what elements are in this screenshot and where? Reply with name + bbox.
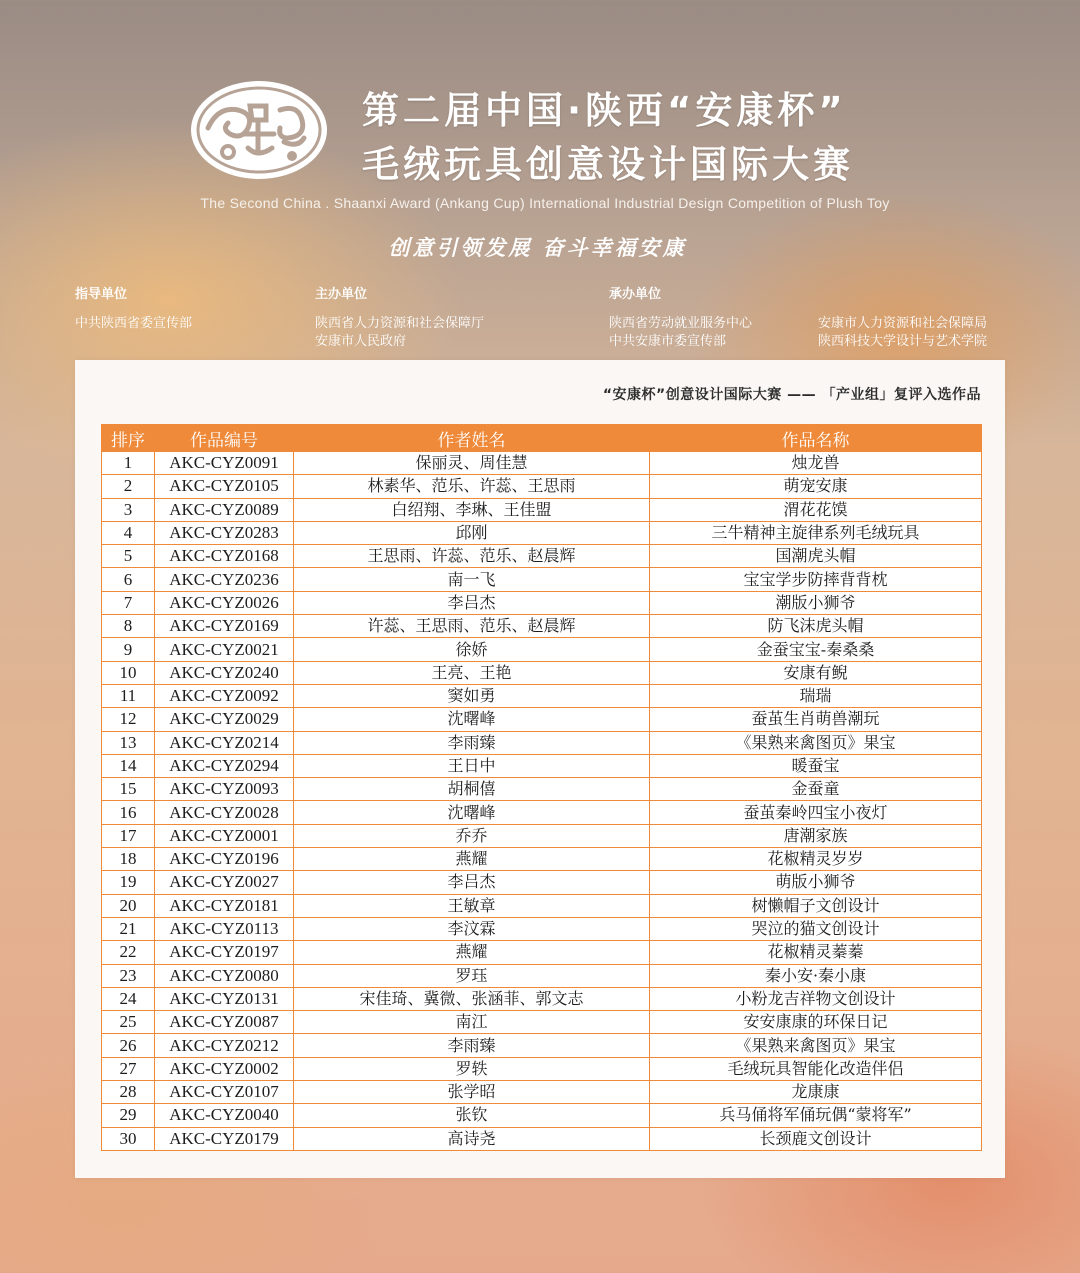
table-row xyxy=(102,661,982,684)
table-row xyxy=(102,871,982,894)
code-cell: AKC-CYZ0169 xyxy=(155,615,294,638)
work-name-cell: 暖蚕宝 xyxy=(650,754,982,777)
table-row xyxy=(102,964,982,987)
work-name-cell: 唐潮家族 xyxy=(650,824,982,847)
author-cell: 窦如勇 xyxy=(294,684,650,707)
author-cell: 王亮、王艳 xyxy=(294,661,650,684)
author-cell: 南一飞 xyxy=(294,568,650,591)
author-cell: 高诗尧 xyxy=(294,1127,650,1150)
code-cell: AKC-CYZ0087 xyxy=(155,1011,294,1034)
header-author: 作者姓名 xyxy=(294,425,650,452)
undertake-unit-name-2: 中共安康市委宣传部 xyxy=(609,334,727,349)
rank-cell: 5 xyxy=(102,545,155,568)
header-code: 作品编号 xyxy=(155,425,294,452)
code-cell: AKC-CYZ0028 xyxy=(155,801,294,824)
slogan: 创意引领发展 奋斗幸福安康 xyxy=(388,235,687,260)
author-cell: 沈曙峰 xyxy=(294,708,650,731)
table-row xyxy=(102,1011,982,1034)
work-name-cell: 金蚕宝宝-秦桑桑 xyxy=(650,638,982,661)
page-title-line2: 毛绒玩具创意设计国际大赛 xyxy=(362,143,854,186)
author-cell: 王思雨、许蕊、范乐、赵晨辉 xyxy=(294,545,650,568)
code-cell: AKC-CYZ0113 xyxy=(155,917,294,940)
rank-cell: 18 xyxy=(102,848,155,871)
work-name-cell: 蚕茧秦岭四宝小夜灯 xyxy=(650,801,982,824)
rank-cell: 20 xyxy=(102,894,155,917)
author-cell: 李吕杰 xyxy=(294,871,650,894)
author-cell: 王日中 xyxy=(294,754,650,777)
table-row xyxy=(102,731,982,754)
table-row xyxy=(102,568,982,591)
table-row xyxy=(102,801,982,824)
author-cell: 燕耀 xyxy=(294,941,650,964)
author-cell: 白绍翔、李琳、王佳盟 xyxy=(294,498,650,521)
work-name-cell: 小粉龙吉祥物文创设计 xyxy=(650,987,982,1010)
table-row xyxy=(102,754,982,777)
rank-cell: 26 xyxy=(102,1034,155,1057)
rank-cell: 2 xyxy=(102,475,155,498)
panel-caption: “安康杯”创意设计国际大赛 —— 「产业组」复评入选作品 xyxy=(602,387,981,403)
work-name-cell: 萌版小狮爷 xyxy=(650,871,982,894)
author-cell: 徐娇 xyxy=(294,638,650,661)
header xyxy=(0,0,1080,360)
table-row xyxy=(102,1057,982,1080)
rank-cell: 22 xyxy=(102,941,155,964)
rank-cell: 17 xyxy=(102,824,155,847)
author-cell: 李雨臻 xyxy=(294,731,650,754)
code-cell: AKC-CYZ0092 xyxy=(155,684,294,707)
work-name-cell: 安康有鲵 xyxy=(650,661,982,684)
code-cell: AKC-CYZ0021 xyxy=(155,638,294,661)
code-cell: AKC-CYZ0027 xyxy=(155,871,294,894)
rank-cell: 7 xyxy=(102,591,155,614)
author-cell: 乔乔 xyxy=(294,824,650,847)
work-name-cell: 瑞瑞 xyxy=(650,684,982,707)
rank-cell: 10 xyxy=(102,661,155,684)
code-cell: AKC-CYZ0002 xyxy=(155,1057,294,1080)
work-name-cell: 国潮虎头帽 xyxy=(650,545,982,568)
english-subtitle: The Second China . Shaanxi Award (Ankang Cup) International Industrial Design Competition of Plush Toy xyxy=(200,195,890,211)
author-cell: 李雨臻 xyxy=(294,1034,650,1057)
rank-cell: 13 xyxy=(102,731,155,754)
author-cell: 李吕杰 xyxy=(294,591,650,614)
code-cell: AKC-CYZ0089 xyxy=(155,498,294,521)
work-name-cell: 花椒精灵岁岁 xyxy=(650,848,982,871)
author-cell: 燕耀 xyxy=(294,848,650,871)
author-cell: 张钦 xyxy=(294,1104,650,1127)
table-row xyxy=(102,917,982,940)
guide-unit-label: 指导单位 xyxy=(75,287,128,302)
table-row xyxy=(102,1104,982,1127)
work-name-cell: 《果熟来禽图页》果宝 xyxy=(650,1034,982,1057)
work-name-cell: 秦小安·秦小康 xyxy=(650,964,982,987)
code-cell: AKC-CYZ0240 xyxy=(155,661,294,684)
rank-cell: 4 xyxy=(102,521,155,544)
results-panel xyxy=(75,360,1005,1178)
work-name-cell: 花椒精灵蓁蓁 xyxy=(650,941,982,964)
code-cell: AKC-CYZ0091 xyxy=(155,452,294,475)
rank-cell: 16 xyxy=(102,801,155,824)
code-cell: AKC-CYZ0214 xyxy=(155,731,294,754)
header-work: 作品名称 xyxy=(650,425,982,452)
code-cell: AKC-CYZ0196 xyxy=(155,848,294,871)
author-cell: 李汶霖 xyxy=(294,917,650,940)
rank-cell: 1 xyxy=(102,452,155,475)
work-name-cell: 《果熟来禽图页》果宝 xyxy=(650,731,982,754)
table-row xyxy=(102,452,982,475)
code-cell: AKC-CYZ0131 xyxy=(155,987,294,1010)
table-row xyxy=(102,894,982,917)
host-unit-name-2: 安康市人民政府 xyxy=(315,334,407,349)
code-cell: AKC-CYZ0040 xyxy=(155,1104,294,1127)
code-cell: AKC-CYZ0197 xyxy=(155,941,294,964)
rank-cell: 27 xyxy=(102,1057,155,1080)
author-cell: 罗珏 xyxy=(294,964,650,987)
rank-cell: 14 xyxy=(102,754,155,777)
table-row xyxy=(102,475,982,498)
rank-cell: 30 xyxy=(102,1127,155,1150)
rank-cell: 12 xyxy=(102,708,155,731)
table-row xyxy=(102,638,982,661)
code-cell: AKC-CYZ0168 xyxy=(155,545,294,568)
code-cell: AKC-CYZ0105 xyxy=(155,475,294,498)
table-row xyxy=(102,545,982,568)
host-unit-name-1: 陕西省人力资源和社会保障厅 xyxy=(315,316,485,331)
rank-cell: 6 xyxy=(102,568,155,591)
work-name-cell: 安安康康的环保日记 xyxy=(650,1011,982,1034)
rank-cell: 11 xyxy=(102,684,155,707)
ankang-cup-logo-icon xyxy=(188,78,330,182)
table-header-row xyxy=(102,425,982,452)
table-row xyxy=(102,778,982,801)
rank-cell: 21 xyxy=(102,917,155,940)
undertake-unit-label: 承办单位 xyxy=(609,287,662,302)
code-cell: AKC-CYZ0181 xyxy=(155,894,294,917)
rank-cell: 29 xyxy=(102,1104,155,1127)
author-cell: 邱刚 xyxy=(294,521,650,544)
code-cell: AKC-CYZ0212 xyxy=(155,1034,294,1057)
work-name-cell: 树懒帽子文创设计 xyxy=(650,894,982,917)
table-row xyxy=(102,1127,982,1150)
author-cell: 罗轶 xyxy=(294,1057,650,1080)
rank-cell: 24 xyxy=(102,987,155,1010)
guide-unit-name: 中共陕西省委宣传部 xyxy=(75,316,193,331)
undertake-unit-name-4: 陕西科技大学设计与艺术学院 xyxy=(818,334,988,349)
table-row xyxy=(102,615,982,638)
work-name-cell: 龙康康 xyxy=(650,1081,982,1104)
code-cell: AKC-CYZ0080 xyxy=(155,964,294,987)
table-row xyxy=(102,824,982,847)
code-cell: AKC-CYZ0283 xyxy=(155,521,294,544)
rank-cell: 8 xyxy=(102,615,155,638)
rank-cell: 9 xyxy=(102,638,155,661)
work-name-cell: 三牛精神主旋律系列毛绒玩具 xyxy=(650,521,982,544)
table-row xyxy=(102,521,982,544)
rank-cell: 28 xyxy=(102,1081,155,1104)
rank-cell: 15 xyxy=(102,778,155,801)
author-cell: 宋佳琦、冀微、张涵菲、郭文志 xyxy=(294,987,650,1010)
work-name-cell: 哭泣的猫文创设计 xyxy=(650,917,982,940)
work-name-cell: 烛龙兽 xyxy=(650,452,982,475)
page-title-line1: 第二届中国·陕西“安康杯” xyxy=(362,89,847,132)
code-cell: AKC-CYZ0107 xyxy=(155,1081,294,1104)
author-cell: 许蕊、王思雨、范乐、赵晨辉 xyxy=(294,615,650,638)
table-row xyxy=(102,848,982,871)
work-name-cell: 长颈鹿文创设计 xyxy=(650,1127,982,1150)
code-cell: AKC-CYZ0026 xyxy=(155,591,294,614)
table-row xyxy=(102,591,982,614)
header-rank: 排序 xyxy=(102,425,155,452)
undertake-unit-name-1: 陕西省劳动就业服务中心 xyxy=(609,316,753,331)
code-cell: AKC-CYZ0001 xyxy=(155,824,294,847)
author-cell: 林素华、范乐、许蕊、王思雨 xyxy=(294,475,650,498)
rank-cell: 3 xyxy=(102,498,155,521)
table-row xyxy=(102,708,982,731)
code-cell: AKC-CYZ0236 xyxy=(155,568,294,591)
table-row xyxy=(102,987,982,1010)
table-row xyxy=(102,684,982,707)
table-row xyxy=(102,1034,982,1057)
undertake-unit-name-3: 安康市人力资源和社会保障局 xyxy=(818,316,988,331)
author-cell: 保丽灵、周佳慧 xyxy=(294,452,650,475)
work-name-cell: 潮版小狮爷 xyxy=(650,591,982,614)
work-name-cell: 蚕茧生肖萌兽潮玩 xyxy=(650,708,982,731)
rank-cell: 25 xyxy=(102,1011,155,1034)
code-cell: AKC-CYZ0294 xyxy=(155,754,294,777)
host-unit-label: 主办单位 xyxy=(315,287,368,302)
code-cell: AKC-CYZ0029 xyxy=(155,708,294,731)
table-row xyxy=(102,498,982,521)
code-cell: AKC-CYZ0179 xyxy=(155,1127,294,1150)
rank-cell: 19 xyxy=(102,871,155,894)
author-cell: 南江 xyxy=(294,1011,650,1034)
table-row xyxy=(102,1081,982,1104)
author-cell: 张学昭 xyxy=(294,1081,650,1104)
code-cell: AKC-CYZ0093 xyxy=(155,778,294,801)
rank-cell: 23 xyxy=(102,964,155,987)
work-name-cell: 金蚕童 xyxy=(650,778,982,801)
work-name-cell: 兵马俑将军俑玩偶“蒙将军” xyxy=(650,1104,982,1127)
results-table xyxy=(101,424,982,1151)
work-name-cell: 萌宠安康 xyxy=(650,475,982,498)
author-cell: 沈曙峰 xyxy=(294,801,650,824)
table-body xyxy=(102,452,982,1151)
work-name-cell: 防飞沫虎头帽 xyxy=(650,615,982,638)
table-row xyxy=(102,941,982,964)
author-cell: 王敏章 xyxy=(294,894,650,917)
author-cell: 胡桐僖 xyxy=(294,778,650,801)
work-name-cell: 毛绒玩具智能化改造伴侣 xyxy=(650,1057,982,1080)
work-name-cell: 渭花花馍 xyxy=(650,498,982,521)
work-name-cell: 宝宝学步防摔背背枕 xyxy=(650,568,982,591)
